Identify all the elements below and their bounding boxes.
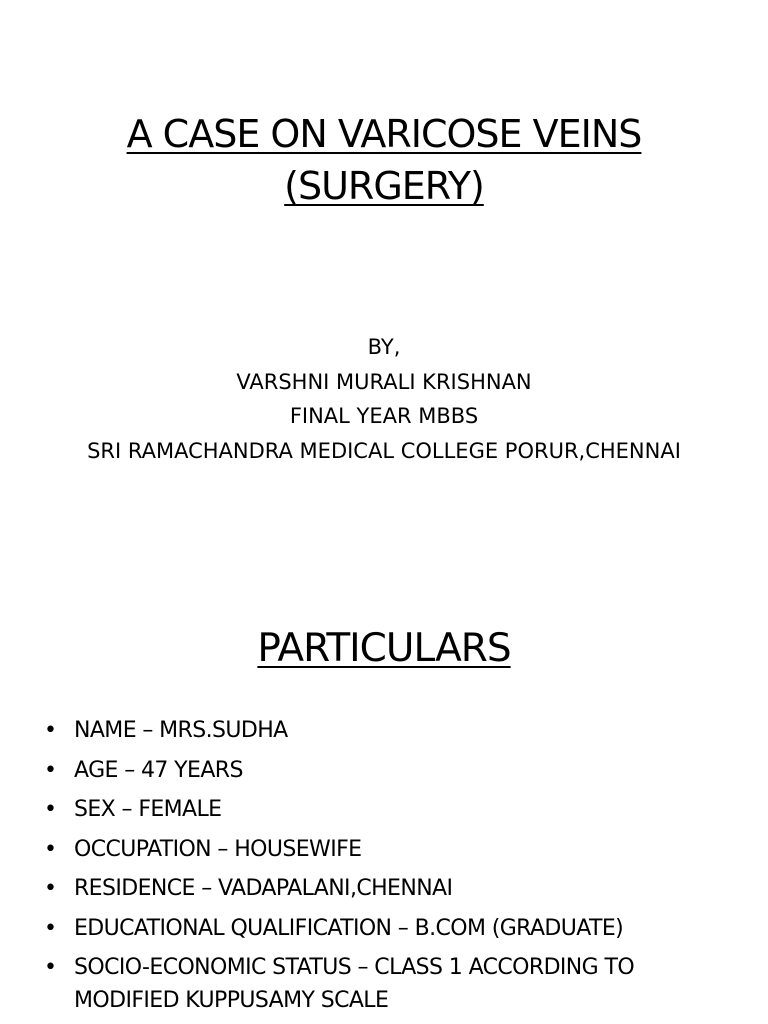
bullet-icon: • [44, 757, 57, 783]
list-item [0, 833, 768, 866]
bullet-icon: • [44, 955, 57, 980]
bullet-icon: • [44, 797, 57, 822]
list-item [0, 912, 768, 945]
list-item [0, 951, 768, 1017]
author-name: VARSHNI MURALI KRISHNAN [236, 369, 532, 394]
list-item [0, 872, 768, 905]
bullet-icon: • [44, 876, 57, 901]
particulars-list [0, 714, 768, 1024]
bullet-icon: • [44, 836, 57, 862]
list-item-text: EDUCATIONAL QUALIFICATION – B.COM (GRADUATE) [74, 915, 624, 941]
bullet-icon: • [44, 718, 57, 743]
author-by: BY, [367, 335, 401, 359]
author-block [0, 330, 768, 468]
list-item-text: OCCUPATION – HOUSEWIFE [74, 836, 362, 862]
slide-title-line-2: (SURGERY) [284, 164, 484, 208]
list-item-text: RESIDENCE – VADAPALANI,CHENNAI [74, 876, 453, 901]
list-item-text: SEX – FEMALE [74, 797, 222, 822]
slide-title-line-1: A CASE ON VARICOSE VEINS [126, 112, 642, 156]
author-college: SRI RAMACHANDRA MEDICAL COLLEGE PORUR,CHENNAI [87, 438, 681, 463]
list-item [0, 714, 768, 747]
list-item-text: SOCIO-ECONOMIC STATUS – CLASS 1 ACCORDING TO MODIFIED KUPPUSAMY SCALE [74, 955, 635, 1013]
author-year: FINAL YEAR MBBS [289, 404, 479, 428]
list-item-text: AGE – 47 YEARS [74, 757, 243, 783]
bullet-icon: • [44, 915, 57, 941]
list-item-text: NAME – MRS.SUDHA [74, 718, 288, 743]
particulars-heading: PARTICULARS [257, 626, 511, 671]
list-item [0, 754, 768, 787]
list-item [0, 793, 768, 826]
